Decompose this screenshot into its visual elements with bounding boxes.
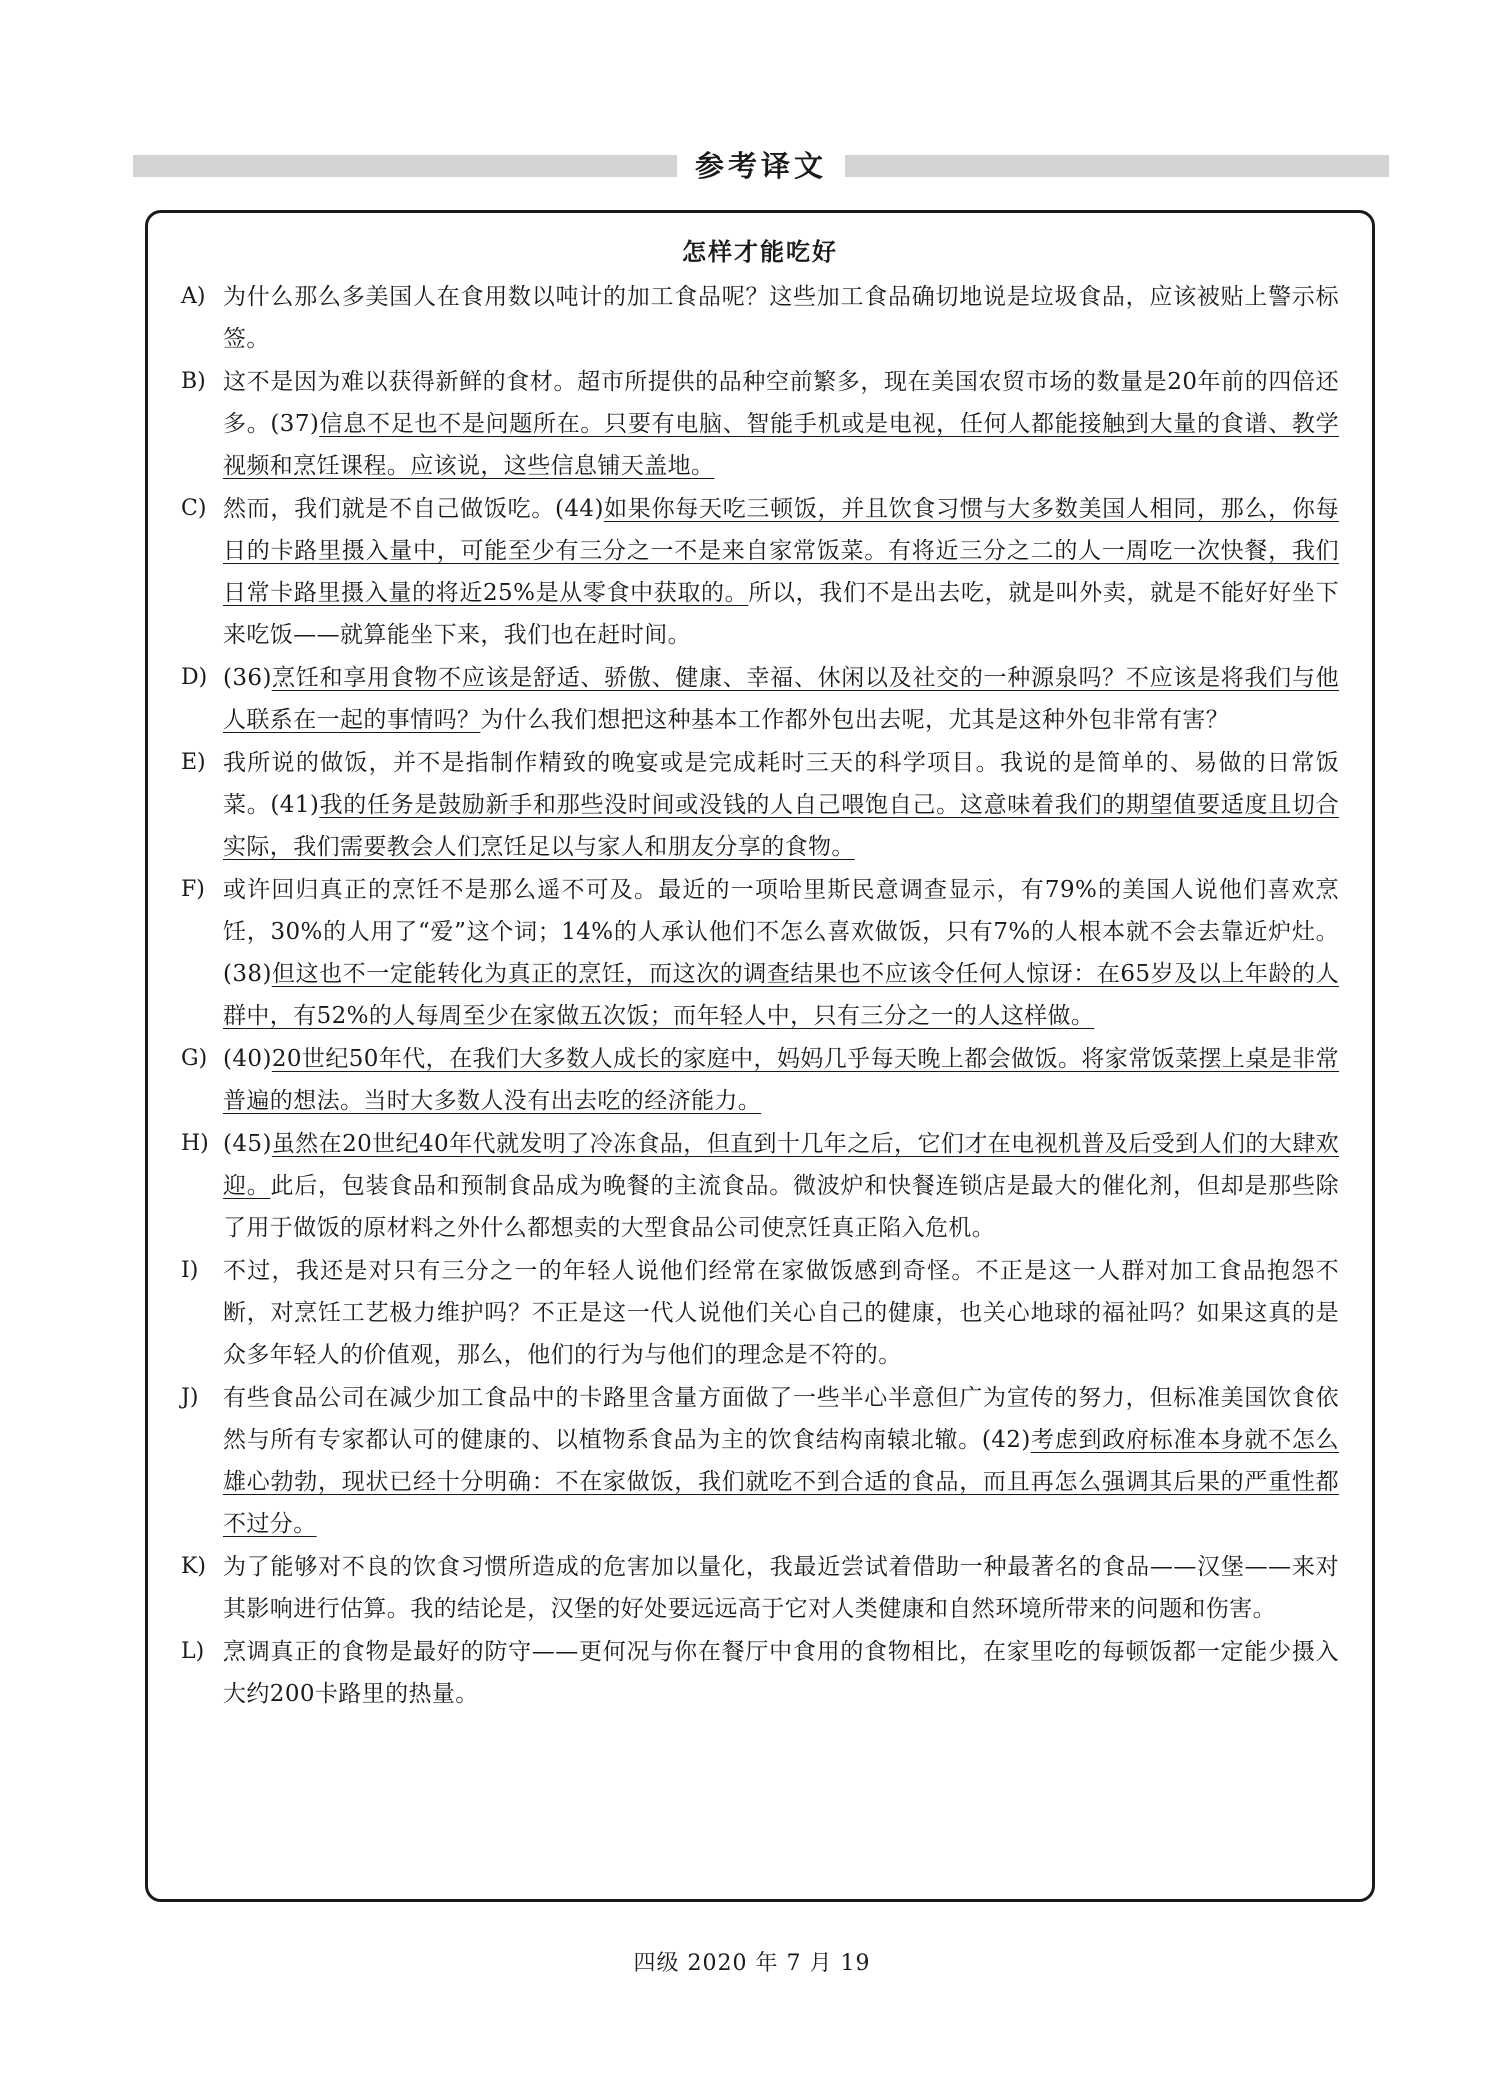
paragraph-list [181,276,1339,1716]
paragraph-text [223,488,1339,656]
translation-box [145,210,1375,1902]
underlined-answer-text: 20世纪50年代，在我们大多数人成长的家庭中，妈妈几乎每天晚上都会做饭。将家常饭菜摆上桌是非常普遍的想法。当时大多数人没有出去吃的经济能力。 [223,1046,1339,1114]
paragraph-text [223,1038,1339,1122]
paragraph-label: B) [181,369,206,394]
paragraph-text [223,1631,1339,1715]
paragraph [181,1377,1339,1545]
paragraph-segment: 所以，我们不是出去吃，就是叫外卖，就是不能好好坐下来吃饭——就算能坐下来，我们也在赶时间。 [223,580,1340,648]
paragraph [181,276,1339,360]
paragraph-segment: (45) [223,1131,272,1157]
paragraph-segment: 此后，包装食品和预制食品成为晚餐的主流食品。微波炉和快餐连锁店是最大的催化剂，但却是那些除了用于做饭的原材料之外什么都想卖的大型食品公司使烹饪真正陷入危机。 [223,1173,1339,1241]
section-title: 参考译文 [677,144,845,188]
paragraph-label: G) [181,1046,208,1071]
paragraph-label: E) [181,750,206,775]
paragraph-label: I) [181,1258,199,1283]
underlined-answer-text: 信息不足也不是问题所在。只要有电脑、智能手机或是电视，任何人都能接触到大量的食谱、教学视频和烹饪课程。应该说，这些信息铺天盖地。 [223,411,1339,479]
paragraph-label: J) [181,1385,199,1410]
paragraph-text [223,657,1339,741]
paragraph [181,657,1339,741]
paragraph-text [223,1123,1339,1249]
underlined-answer-text: 烹饪和享用食物不应该是舒适、骄傲、健康、幸福、休闲以及社交的一种源泉吗？不应该是将我们与他人联系在一起的事情吗？ [223,665,1339,733]
paragraph-segment: 为什么我们想把这种基本工作都外包出去呢，尤其是这种外包非常有害？ [480,707,1230,733]
paragraph-text [223,1546,1339,1630]
paragraph [181,742,1339,868]
paragraph-label: A) [181,284,206,309]
paragraph-text [223,1250,1339,1376]
paragraph-label: C) [181,496,207,521]
paragraph [181,869,1339,1037]
paragraph [181,1546,1339,1630]
paragraph-segment: 或许回归真正的烹饪不是那么遥不可及。最近的一项哈里斯民意调查显示，有79%的美国人说他们喜欢烹饪，30%的人用了“爱”这个词；14%的人承认他们不怎么喜欢做饭，只有7%的人根本就不会去靠近炉灶。(38) [223,877,1339,987]
paragraph-segment: 为了能够对不良的饮食习惯所造成的危害加以量化，我最近尝试着借助一种最著名的食品——汉堡——来对其影响进行估算。我的结论是，汉堡的好处要远远高于它对人类健康和自然环境所带来的问题和伤害。 [223,1554,1339,1622]
paragraph-text [223,276,1339,360]
paragraph-text [223,1377,1339,1545]
underlined-answer-text: 我的任务是鼓励新手和那些没时间或没钱的人自己喂饱自己。这意味着我们的期望值要适度且切合实际，我们需要教会人们烹饪足以与家人和朋友分享的食物。 [223,792,1339,860]
paragraph-segment: 烹调真正的食物是最好的防守——更何况与你在餐厅中食用的食物相比，在家里吃的每顿饭都一定能少摄入大约200卡路里的热量。 [223,1639,1339,1707]
paragraph-segment: 不过，我还是对只有三分之一的年轻人说他们经常在家做饭感到奇怪。不正是这一人群对加工食品抱怨不断，对烹饪工艺极力维护吗？不正是这一代人说他们关心自己的健康，也关心地球的福祉吗？如果这真的是众多年轻人的价值观，那么，他们的行为与他们的理念是不符的。 [223,1258,1339,1368]
underlined-answer-text: 如果你每天吃三顿饭，并且饮食习惯与大多数美国人相同，那么，你每日的卡路里摄入量中，可能至少有三分之一不是来自家常饭菜。有将近三分之二的人一周吃一次快餐，我们日常卡路里摄入量的将近25%是从零食中获取的。 [223,496,1339,606]
paragraph-segment: 这不是因为难以获得新鲜的食材。超市所提供的品种空前繁多，现在美国农贸市场的数量是20年前的四倍还多。(37) [223,369,1339,437]
underlined-answer-text: 但这也不一定能转化为真正的烹饪，而这次的调查结果也不应该令任何人惊讶：在65岁及以上年龄的人群中，有52%的人每周至少在家做五次饭；而年轻人中，只有三分之一的人这样做。 [223,961,1339,1029]
paragraph-segment: 我所说的做饭，并不是指制作精致的晚宴或是完成耗时三天的科学项目。我说的是简单的、易做的日常饭菜。(41) [223,750,1339,818]
paragraph-segment: 有些食品公司在减少加工食品中的卡路里含量方面做了一些半心半意但广为宣传的努力，但标准美国饮食依然与所有专家都认可的健康的、以植物系食品为主的饮食结构南辕北辙。(42) [223,1385,1339,1453]
paragraph-label: D) [181,665,208,690]
paragraph [181,361,1339,487]
paragraph-text [223,869,1339,1037]
paragraph [181,1038,1339,1122]
paragraph [181,1250,1339,1376]
section-header [133,150,1389,182]
paragraph-label: L) [181,1639,205,1664]
paragraph [181,488,1339,656]
underlined-answer-text: 虽然在20世纪40年代就发明了冷冻食品，但直到十几年之后，它们才在电视机普及后受到人们的大肆欢迎。 [223,1131,1339,1199]
paragraph-segment: 为什么那么多美国人在食用数以吨计的加工食品呢？这些加工食品确切地说是垃圾食品，应该被贴上警示标签。 [223,284,1339,352]
paragraph-text [223,361,1339,487]
underlined-answer-text: 考虑到政府标准本身就不怎么雄心勃勃，现状已经十分明确：不在家做饭，我们就吃不到合适的食品，而且再怎么强调其后果的严重性都不过分。 [223,1427,1339,1537]
paragraph-label: F) [181,877,205,902]
paragraph [181,1123,1339,1249]
article-title: 怎样才能吃好 [682,238,838,266]
paragraph-label: H) [181,1131,209,1156]
paragraph-text [223,742,1339,868]
paragraph-segment: (36) [223,665,272,691]
paragraph-label: K) [181,1554,207,1579]
page-footer: 四级 2020 年 7 月 19 [633,1951,871,1976]
paragraph-segment: (40) [223,1046,272,1072]
paragraph [181,1631,1339,1715]
paragraph-segment: 然而，我们就是不自己做饭吃。(44) [223,496,604,522]
